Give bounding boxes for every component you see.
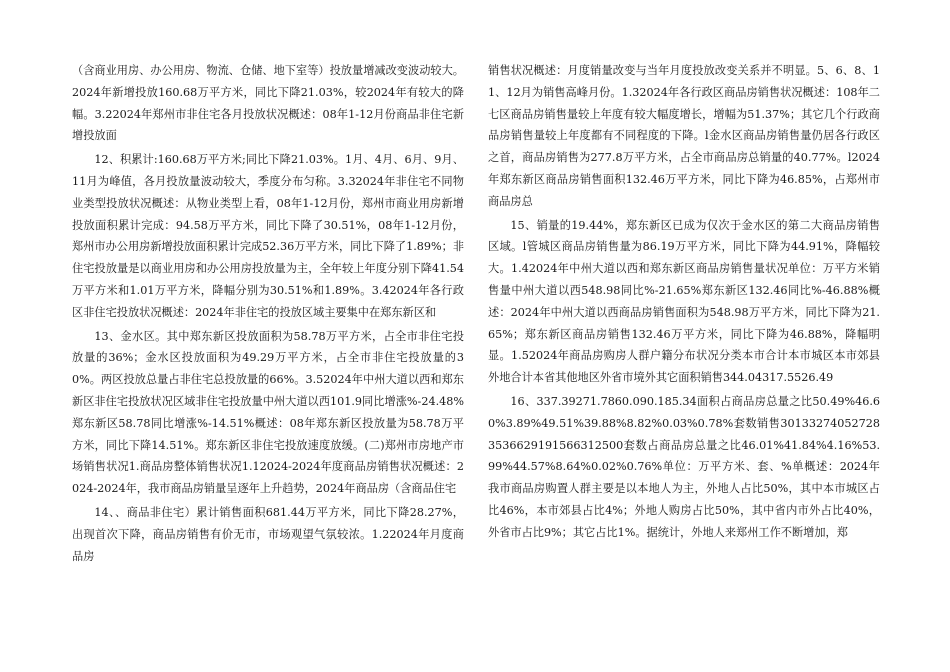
left-paragraph-2: 12、积累计:160.68万平方米;同比下降21.03%。1月、4月、6月、9月、11月为峰值，各月投放量波动较大，季度分布匀称。3.32024年非住宅不同物业类型投放状况概述：从物业类型上看，08年1-12月份，郑州市商业用房新增投放面积累计完成：94.58万平方米，同比下降了30.51%，08年1-12月份，郑州市办公用房新增投放面积累计完成52.36万平方米，同比下降了1.89%；非住宅投放量是以商业用房和办公用房投放量为主，全年较上年度分别下降41.54万平方米和1.01万平方米，降幅分别为30.51%和1.89%。3.42024年各行政区非住宅投放状况概述：2024年非住宅的投放区域主要集中在郑东新区和 <box>72 153 465 319</box>
left-column <box>72 60 464 569</box>
left-paragraph-3: 13、金水区。其中郑东新区投放面积为58.78万平方米，占全市非住宅投放量的36%；金水区投放面积为49.29万平方米，占全市非住宅投放量的30%。两区投放总量占非住宅总投放量的66%。3.52024年中州大道以西和郑东新区非住宅投放状况区域非住宅投放量中州大道以西101.9同比增涨%-24.48%郑东新区58.78同比增涨%-14.51%概述：08年郑东新区投放量为58.78万平方米，同比下降14.51%。郑东新区非住宅投放速度放缓。(二)郑州市房地产市场销售状况1.商品房整体销售状况1.12024-2024年度商品房销售状况概述：2024-2024年，我市商品房销量呈逐年上升趋势，2024年商品房（含商品住宅 <box>72 329 464 496</box>
right-paragraph-1: 销售状况概述：月度销量改变与当年月度投放改变关系并不明显。5、6、8、11、12月为销售高峰月份。1.32024年各行政区商品房销售状况概述：108年二七区商品房销售量较上年度有较大幅度增长，增幅为51.37%；其它几个行政商品房销售量较上年度都有不同程度的下降。l金水区商品房销售量仍居各行政区之首，商品房销售为277.8万平方米，占全市商品房总销量的40.77%。l2024年郑东新区商品房销售面积132.46万平方米，同比下降为46.85%，占郑州市商品房总 <box>488 64 880 208</box>
right-paragraph-2: 15、销量的19.44%，郑东新区已成为仅次于金水区的第二大商品房销售区域。l管城区商品房销售量为86.19万平方米，同比下降为44.91%，降幅较大。1.42024年中州大道以西和郑东新区商品房销售量状况单位：万平方米销售量中州大道以西548.98同比%-21.65%郑东新区132.46同比%-46.88%概述：2024年中州大道以西商品房销售面积为548.98万平方米，同比下降为21.65%；郑东新区商品房销售132.46万平方米，同比下降为46.88%，降幅明显。1.52024年商品房购房人群户籍分布状况分类本市合计本市城区本市郊县外地合计本省其他地区外省市境外其它面积销售344.04317.5526.49 <box>488 218 880 385</box>
right-column <box>488 60 880 546</box>
left-paragraph-1: （含商业用房、办公用房、物流、仓储、地下室等）投放量增减改变波动较大。2024年新增投放160.68万平方米，同比下降21.03%，较2024年有较大的降幅。3.22024年郑州市非住宅各月投放状况概述：08年1-12月份商品非住宅新增投放面 <box>72 64 464 143</box>
left-paragraph-4: 14、、商品非住宅）累计销售面积681.44万平方米，同比下降28.27%，出现首次下降，商品房销售有价无市，市场观望气氛较浓。1.22024年月度商品房 <box>72 505 464 563</box>
right-paragraph-3: 16、337.39271.7860.090.185.34面积占商品房总量之比50.49%46.60%3.89%49.51%39.88%8.82%0.03%0.78%套数销售301332740527283536629191566312500套数占商品房总量之比46.01%41.84%4.16%53.99%44.57%8.64%0.02%0.76%单位：万平方米、套、%单概述：2024年我市商品房购置人群主要是以本地人为主，外地人占比50%，其中本市城区占比46%，本市郊县占比4%；外地人购房占比50%，其中省内市外占比40%，外省市占比9%；其它占比1%。据统计，外地人来郑州工作不断增加，郑 <box>488 394 880 539</box>
